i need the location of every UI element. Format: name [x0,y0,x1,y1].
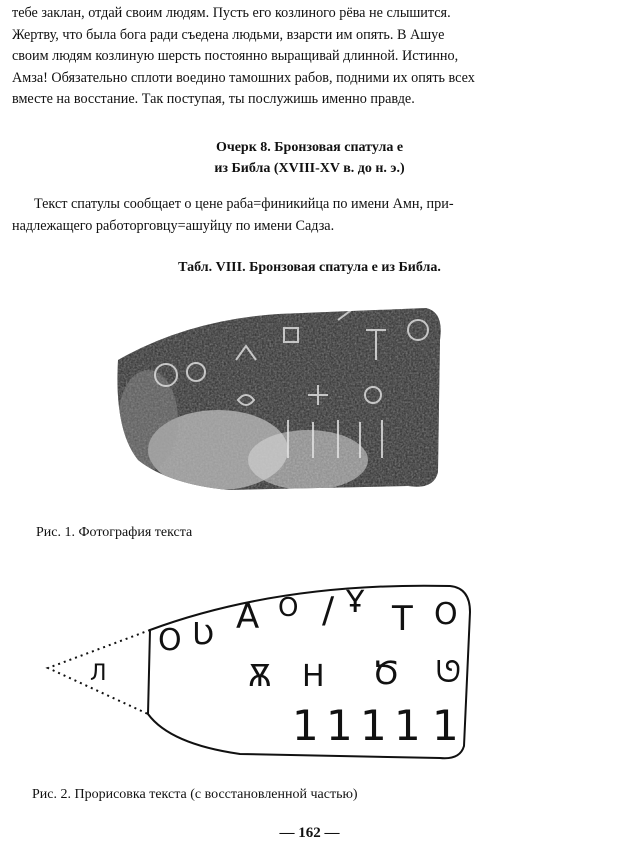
table-title: Табл. VIII. Бронзовая спатула е из Библа. [178,260,441,275]
intro-line: Жертву, что была бога ради съедена людьми, взарсти им опять. В Ашуе [12,26,445,43]
glyph: А [236,597,260,637]
essay-heading [0,137,619,179]
figure-drawing [40,568,480,768]
glyph: 1 [326,701,353,750]
glyph: ᘎ [436,655,461,690]
glyph: Т [392,599,413,639]
glyph: Ѫ [248,659,272,694]
figure-photograph [108,300,453,500]
glyph: Ծ [372,654,400,692]
body-paragraph [12,194,608,237]
glyph: О [278,593,299,623]
intro-line: Амза! Обязательно сплоти воедино тамошних рабов, подними их опять всех [12,69,475,86]
body-line: Текст спатулы сообщает о цене раба=финикийца по имени Амн, при- [34,196,454,212]
intro-line: тебе заклан, отдай своим людям. Пусть его козлиного рёва не слышится. [12,5,451,21]
glyph: 1 [360,701,387,750]
glyph: О [434,597,458,632]
glyph: О [158,623,182,658]
glyph: 1 [432,701,459,750]
page-number: — 162 — [279,825,340,841]
essay-title-line1: Очерк 8. Бронзовая спатула е [215,140,404,155]
glyph: Ұ [346,585,365,620]
figure-2-caption: Рис. 2. Прорисовка текста (с восстановленной частью) [32,787,358,802]
glyph: / [322,590,335,631]
intro-line: своим людям козлиную шерсть постоянно выращивай длинной. Истинно, [12,48,459,65]
intro-paragraph [12,3,608,111]
essay-title-line2: из Библа (XVIII-XV в. до н. э.) [214,161,405,176]
intro-line: вместе на восстание. Так поступая, ты послужишь именно правде. [12,91,415,108]
glyph: Ʋ [192,617,214,652]
restored-glyph: Л [90,661,107,686]
glyph: 1 [292,701,319,750]
glyph: Н [302,659,325,694]
glyph: 1 [394,701,421,750]
figure-1-caption: Рис. 1. Фотография текста [36,525,193,540]
body-line: надлежащего работорговцу=ашуйцу по имени Садза. [12,217,335,234]
